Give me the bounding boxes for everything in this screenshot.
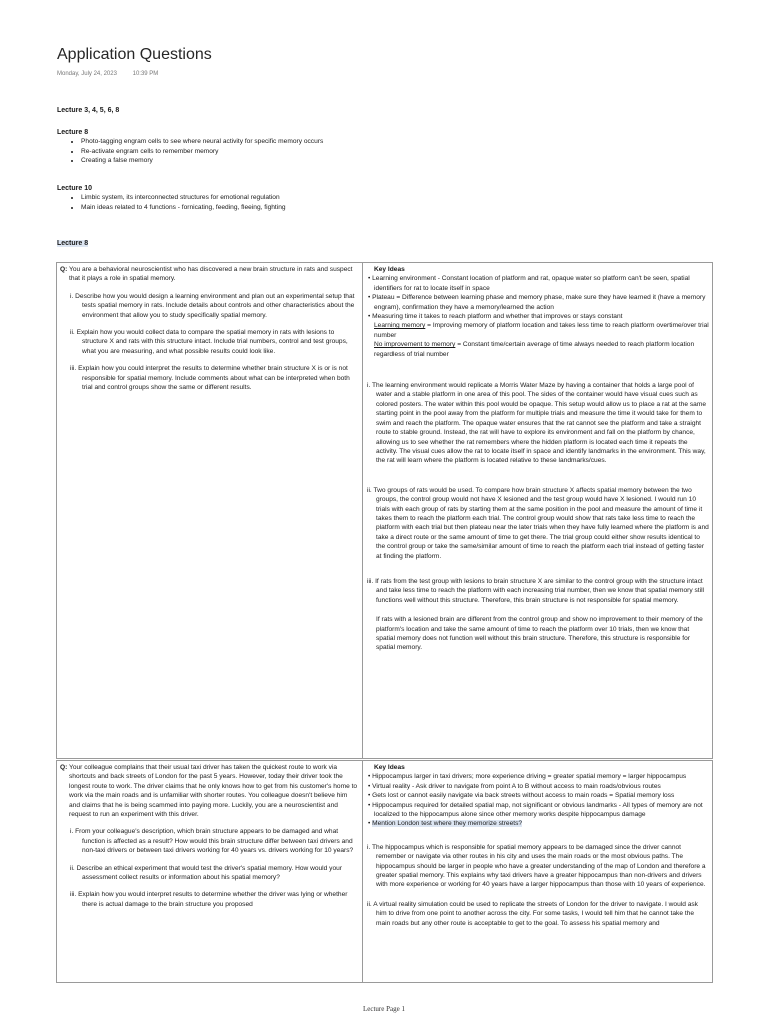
page-meta bbox=[57, 71, 172, 77]
answer-paragraph: ii. A virtual reality simulation could be used to replicate the streets of London for the driver to navigate. I would ask him to drive from one point to another across the city. For some tasks, I would tell him that he cannot take the main roads but any other route is acceptable to get to the goal. To assess his spatial memory and bbox=[367, 900, 698, 927]
list-item: • Creating a false memory bbox=[81, 156, 323, 165]
sub-question: iii. Explain how you would interpret results to determine whether the driver was lying or whether there is actual damage to the brain structure you proposed bbox=[70, 891, 348, 908]
key-idea-learning-memory: Learning memory = Improving memory of platform location and takes less time to reach platform overtime/over trial number bbox=[374, 322, 709, 339]
key-idea-highlighted: • Mention London test where they memorize streets? bbox=[368, 820, 523, 828]
sub-question: i. From your colleague's description, which brain structure appears to be damaged and what function is affected as a result? How would this brain structure differ between taxi drivers and non-taxi drivers or between taxi drivers working for 40 years vs. drivers working for 10 years? bbox=[70, 828, 354, 855]
key-idea: • Virtual reality - Ask driver to navigate from point A to B without access to main roads/obvious routes bbox=[368, 782, 661, 790]
answer-paragraph: If rats with a lesioned brain are different from the control group and show no improvement to their memory of the platform's location and take the same amount of time to reach the platform over 10 trials, then we know that spatial memory does not function well without this brain structure. Therefore, this structure is responsible for spatial memory. bbox=[376, 616, 703, 652]
lecture10-list bbox=[57, 193, 286, 211]
list-item: • Main ideas related to 4 functions - fornicating, feeding, fleeing, fighting bbox=[81, 203, 286, 212]
answer-paragraph: i. The hippocampus which is responsible for spatial memory appears to be damaged since the driver cannot remember or navigate via other routes in his city and uses the main roads or the most obvious paths. The hippocampus should be larger in people who have a greater understanding of the map of London and therefore a greater spatial memory. This explains why taxi drivers have a greater hippocampus than non-drivers and drivers with more experience or working for 40 years have a larger hippocampus than those with 10 years of experience. bbox=[367, 843, 706, 889]
key-idea: • Measuring time it takes to reach platform and whether that improves or stays constant bbox=[368, 313, 623, 321]
qa-table-2 bbox=[56, 760, 713, 983]
lecture8-heading: Lecture 8 bbox=[57, 129, 89, 136]
qa-table-1 bbox=[56, 262, 713, 759]
answer-paragraph: iii. If rats from the test group with lesions to brain structure X are similar to the control group with the structure intact and take less time to reach the platform with each increasing trial number, then we know that spatial memory still functions well without this structure. Therefore, this brain structure is not responsible for spatial memory. bbox=[367, 577, 705, 604]
key-idea: • Plateau = Difference between learning phase and memory phase, make sure they have learned it (have a memory engram), confirmation they have a memory/learned the action bbox=[368, 294, 706, 311]
lecture10-heading: Lecture 10 bbox=[57, 185, 93, 192]
page-title: Application Questions bbox=[57, 46, 212, 63]
sub-question: i. Describe how you would design a learning environment and plan out an experimental setup that tests spatial memory in rats. Include details about controls and other characteristics about the environment that allow you to study specifically spatial memory. bbox=[70, 292, 355, 319]
answer-cell bbox=[363, 761, 713, 983]
list-item: • Limbic system, its interconnected structures for emotional regulation bbox=[81, 193, 286, 202]
page-footer: Lecture Page 1 bbox=[363, 1005, 405, 1013]
lecture8-notes bbox=[57, 128, 323, 165]
page-date: Monday, July 24, 2023 bbox=[57, 71, 117, 77]
question-text: Q: Your colleague complains that their usual taxi driver has taken the quickest route to work via shortcuts and back streets of London for the past 5 years. However, today their driver took the longest route to work. The driver claims that he only knows how to get from his customer's home to work via the main roads and is unfamiliar with shorter routes. You colleague doesn't believe him and claims that he is being scammed into paying more. Luckily, you are a neuroscientist and request to run an experiment with this driver. bbox=[60, 764, 358, 819]
question-cell bbox=[57, 263, 363, 759]
key-idea: • Learning environment - Constant location of platform and rat, opaque water so platform can't be seen, spatial identifiers for rat to locate itself in space bbox=[368, 275, 690, 292]
key-idea-no-improvement: No improvement to memory = Constant time/certain average of time always needed to reach platform location regardless of trial number bbox=[374, 341, 695, 358]
sub-question: ii. Explain how you would collect data to compare the spatial memory in rats with lesions to structure X and rats with this structure intact. Include trial numbers, control and test groups, what you are measuring, and what possible results could look like. bbox=[70, 329, 348, 355]
key-ideas-title: Key Ideas bbox=[374, 266, 405, 273]
key-ideas-title: Key Ideas bbox=[374, 764, 405, 771]
sub-question: ii. Describe an ethical experiment that would test the driver's spatial memory. How would your assessment collect results or information about his spatial memory? bbox=[70, 864, 342, 882]
list-item: • Re-activate engram cells to remember memory bbox=[81, 147, 323, 156]
question-text: Q: You are a behavioral neuroscientist who has discovered a new brain structure in rats and suspect that it plays a role in spatial memory. bbox=[60, 266, 353, 283]
list-item: • Photo-tagging engram cells to see where neural activity for specific memory occurs bbox=[81, 137, 323, 146]
section-heading: Lecture 8 bbox=[57, 240, 89, 247]
key-idea: • Hippocampus required for detailed spatial map, not significant or obvious landmarks - All types of memory are not localized to the hippocampus alone since other memory works despite hippocampus damage bbox=[368, 801, 703, 819]
lecture10-notes bbox=[57, 184, 286, 212]
answer-paragraph: i. The learning environment would replicate a Morris Water Maze by having a container that holds a large pool of water and a stable platform in one area of this pool. The sides of the container would have visual cues such as colored posters. The water within this pool would be opaque. This setup would allow us to place a rat at the same starting point in the pool away from the platform for multiple trials and measure the time it would take for them to swim and reach the platform. The opaque water ensures that the rat cannot see the platform and take a straight route to stable ground. Instead, the rat will have to explore its environment and fall on the platform by chance, allowing us to see whether the rat remembers where the hidden platform is located each time it repeats the activity. The visual cues allow the rat to locate itself in space and identify landmarks in the environment. This way, the rat will learn where the platform is located relative to these landmarks/cues. bbox=[367, 382, 706, 465]
key-idea: • Hippocampus larger in taxi drivers; more experience driving = greater spatial memory = larger hippocampus bbox=[368, 773, 687, 781]
lectures-heading: Lecture 3, 4, 5, 6, 8 bbox=[57, 107, 120, 114]
page-time: 10:39 PM bbox=[132, 71, 159, 77]
key-idea: • Gets lost or cannot easily navigate via back streets without access to main roads = Spatial memory loss bbox=[368, 792, 675, 800]
question-cell bbox=[57, 761, 363, 983]
lecture8-list bbox=[57, 137, 323, 165]
answer-cell bbox=[363, 263, 713, 759]
sub-question: iii. Explain how you could interpret the results to determine whether brain structure X is or is not responsible for spatial memory. Include comments about what can be interpreted when both trial and control groups show the same or different results. bbox=[70, 365, 350, 392]
answer-paragraph: ii. Two groups of rats would be used. To compare how brain structure X affects spatial memory between the two groups, the control group would not have X lesioned and the test group would have X lesioned. I would run 10 trials with each group of rats by starting them at the same position in the pool and measure the amount of time it takes them to reach the platform each trial. The control group would show that rats take less time to reach the platform with each trial but then plateau near the later trials when they have fully learned where the platform is and take a direct route or the same amount of time to get there. The trial group could either show results identical to the control group or take the same/similar amount of time to reach the platform each trial instead of getting faster at finding the platform. bbox=[367, 486, 709, 560]
